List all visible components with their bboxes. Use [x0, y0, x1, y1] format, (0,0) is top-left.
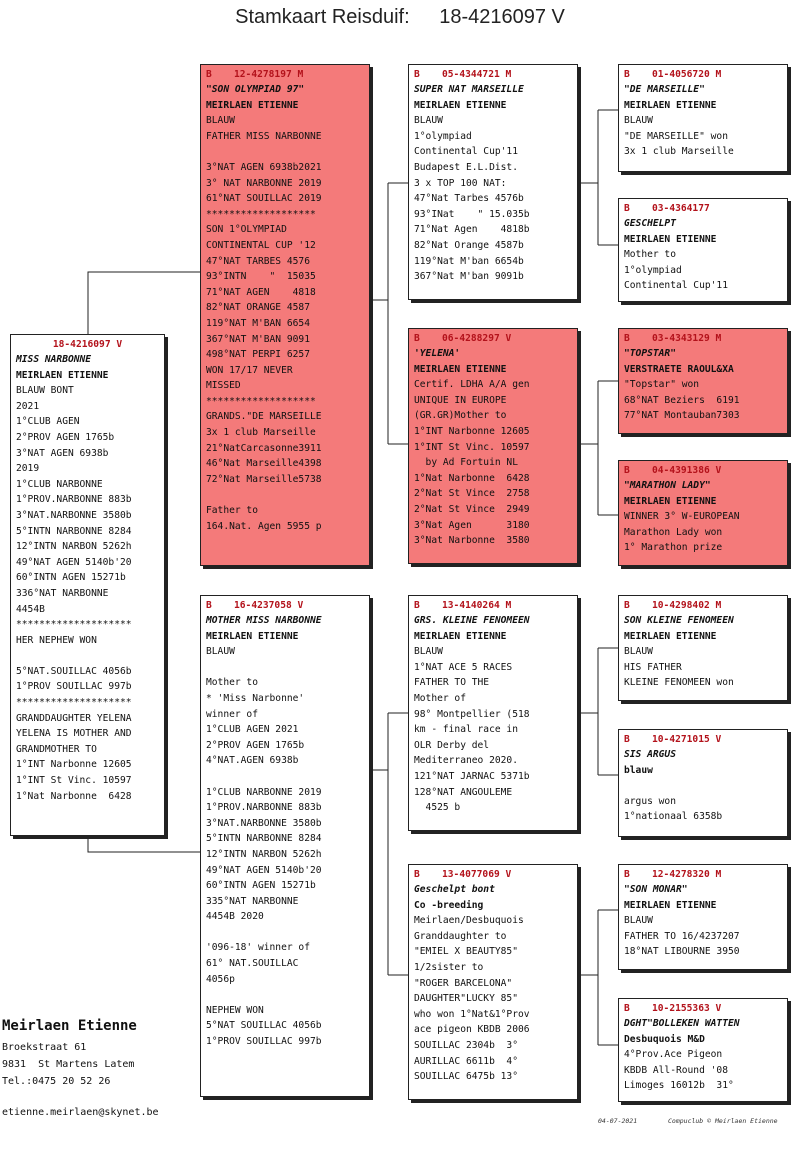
fmm-name: "MARATHON LADY" — [624, 480, 711, 491]
pedigree-line: ******************** — [16, 619, 132, 631]
breeder-city: 9831 St Martens Latem — [2, 1059, 135, 1070]
mfm-ring: 10-4271015 V — [652, 734, 722, 745]
pedigree-line: BLAUW BONT — [16, 385, 74, 397]
pedigree-line: Father to — [206, 505, 258, 517]
father-card — [200, 64, 370, 566]
pedigree-line: 49°NAT AGEN 5140b'20 — [206, 864, 322, 876]
pedigree-line: 93°INTN " 15035 — [206, 271, 316, 283]
fmf-name: "TOPSTAR" — [624, 348, 676, 359]
subject-owner: MEIRLAEN ETIENNE — [16, 369, 109, 381]
pedigree-line: argus won — [624, 795, 676, 807]
pedigree-line: "Topstar" won — [624, 379, 700, 391]
pedigree-line: BLAUW — [624, 646, 653, 658]
father-sex: B — [206, 69, 212, 80]
breeder-email: etienne.meirlaen@skynet.be — [2, 1107, 159, 1118]
ffm-ring: 03-4364177 — [652, 203, 710, 214]
pedigree-line: 128°NAT ANGOULEME — [414, 786, 513, 798]
pedigree-line: SOUILLAC 2304b 3° — [414, 1039, 518, 1051]
pedigree-line: 47°NAT TARBES 4576 — [206, 255, 310, 267]
pedigree-line: UNIQUE IN EUROPE — [414, 394, 507, 406]
pedigree-line — [206, 660, 364, 676]
mmf-lines — [624, 913, 782, 960]
fm-ring: 06-4288297 V — [442, 333, 512, 344]
pedigree-line — [624, 778, 782, 794]
mm-sex: B — [414, 869, 420, 880]
subject-card — [10, 334, 165, 836]
pedigree-line: 4454B — [16, 603, 45, 615]
ffm-sex: B — [624, 203, 630, 214]
breeder-street: Broekstraat 61 — [2, 1042, 87, 1053]
fm-owner: MEIRLAEN ETIENNE — [414, 363, 507, 375]
pedigree-line: MISSED — [206, 380, 241, 392]
mmf-name: "SON MONAR" — [624, 884, 688, 895]
mff-owner: MEIRLAEN ETIENNE — [624, 630, 717, 642]
pedigree-line: 71°Nat Agen 4818b — [414, 224, 530, 236]
pedigree-line: Limoges 16012b 31° — [624, 1080, 734, 1092]
mf-lines — [414, 644, 572, 816]
fmm-ring: 04-4391386 V — [652, 465, 722, 476]
pedigree-line: 2°Nat St Vince 2949 — [414, 503, 530, 515]
pedigree-line: 18°NAT LIBOURNE 3950 — [624, 946, 740, 958]
pedigree-line: HIS FATHER — [624, 661, 682, 673]
pedigree-line: 5°NAT SOUILLAC 4056b — [206, 1020, 322, 1032]
pedigree-line: 2°PROV AGEN 1765b — [206, 739, 305, 751]
pedigree-line: 3x 1 club Marseille — [206, 427, 316, 439]
pedigree-line: 1°INT Narbonne 12605 — [16, 759, 132, 771]
fmm-card — [618, 460, 788, 566]
fff-name: "DE MARSEILLE" — [624, 84, 705, 95]
fmf-owner: VERSTRAETE RAOUL&XA — [624, 363, 734, 375]
pedigree-line: km - final race in — [414, 724, 518, 736]
pedigree-line: KBDB All-Round '08 — [624, 1064, 728, 1076]
pedigree-line: 1°NAT ACE 5 RACES — [414, 661, 513, 673]
pedigree-line: GRANDDAUGHTER YELENA — [16, 712, 132, 724]
pedigree-line: 47°Nat Tarbes 4576b — [414, 193, 524, 205]
pedigree-line: 1°CLUB NARBONNE 2019 — [206, 786, 322, 798]
pedigree-line: Granddaughter to — [414, 930, 507, 942]
breeder-tel: Tel.:0475 20 52 26 — [2, 1076, 111, 1087]
pedigree-line: 1/2sister to — [414, 961, 484, 973]
pedigree-line: 12°INTN NARBON 5262h — [16, 541, 132, 553]
pedigree-line: 71°NAT AGEN 4818 — [206, 286, 316, 298]
pedigree-line: BLAUW — [624, 915, 653, 927]
pedigree-line: Mother to — [206, 677, 258, 689]
pedigree-line: Mother of — [414, 692, 466, 704]
pedigree-line: 3°Nat Narbonne 3580 — [414, 535, 530, 547]
ffm-owner: MEIRLAEN ETIENNE — [624, 233, 717, 245]
fff-lines — [624, 113, 782, 160]
pedigree-line: 1°INT St Vinc. 10597 — [16, 775, 132, 787]
pedigree-line: Mediterraneo 2020. — [414, 755, 518, 767]
pedigree-line: 3 x TOP 100 NAT: — [414, 177, 507, 189]
mf-card — [408, 595, 578, 831]
pedigree-line: Budapest E.L.Dist. — [414, 161, 518, 173]
pedigree-line: 2°Nat St Vince 2758 — [414, 488, 530, 500]
pedigree-line: 60°INTN AGEN 15271b — [206, 880, 316, 892]
pedigree-line: OLR Derby del — [414, 739, 490, 751]
pedigree-line: ******************* — [206, 395, 316, 407]
pedigree-line — [206, 925, 364, 941]
fff-card — [618, 64, 788, 172]
pedigree-line: FATHER TO THE — [414, 677, 490, 689]
pedigree-line: CONTINENTAL CUP '12 — [206, 239, 316, 251]
pedigree-line: FATHER TO 16/4237207 — [624, 930, 740, 942]
fmf-card — [618, 328, 788, 434]
pedigree-line: 1°Nat Narbonne 6428 — [414, 472, 530, 484]
pedigree-line: 3°NAT.NARBONNE 3580b — [16, 509, 132, 521]
fff-ring: 01-4056720 M — [652, 69, 722, 80]
pedigree-line: BLAUW — [206, 115, 235, 127]
breeder-info — [2, 1018, 159, 1121]
fm-card — [408, 328, 578, 564]
ff-sex: B — [414, 69, 420, 80]
fmm-owner: MEIRLAEN ETIENNE — [624, 495, 717, 507]
mfm-owner: blauw — [624, 764, 653, 776]
pedigree-line: "DE MARSEILLE" won — [624, 130, 728, 142]
pedigree-line: winner of — [206, 708, 258, 720]
mmf-ring: 12-4278320 M — [652, 869, 722, 880]
pedigree-line: 3°NAT.NARBONNE 3580b — [206, 817, 322, 829]
pedigree-line: Continental Cup'11 — [414, 146, 518, 158]
pedigree-line: 367°NAT M'BAN 9091 — [206, 333, 310, 345]
pedigree-line: 61° NAT.SOUILLAC — [206, 958, 299, 970]
mmm-ring: 10-2155363 V — [652, 1003, 722, 1014]
pedigree-line: BLAUW — [624, 115, 653, 127]
mother-card — [200, 595, 370, 1097]
pedigree-line: 4454B 2020 — [206, 911, 264, 923]
pedigree-line: 1°CLUB AGEN 2021 — [206, 724, 299, 736]
breeder-name: Meirlaen Etienne — [2, 1018, 137, 1034]
mm-ring: 13-4077069 V — [442, 869, 512, 880]
mother-name: MOTHER MISS NARBONNE — [206, 615, 322, 626]
pedigree-line: GRANDMOTHER TO — [16, 743, 97, 755]
mff-ring: 10-4298402 M — [652, 600, 722, 611]
fmf-lines — [624, 377, 782, 424]
pedigree-line — [206, 487, 364, 503]
pedigree-line: 49°NAT AGEN 5140b'20 — [16, 556, 132, 568]
pedigree-line: 82°Nat Orange 4587b — [414, 239, 524, 251]
pedigree-line: SON 1°OLYMPIAD — [206, 224, 287, 236]
father-lines — [206, 113, 364, 534]
pedigree-line: 3°NAT AGEN 6938b — [16, 447, 109, 459]
mmm-lines — [624, 1047, 782, 1094]
pedigree-line: 336°NAT NARBONNE — [16, 587, 109, 599]
pedigree-line: 1°PROV.NARBONNE 883b — [16, 494, 132, 506]
pedigree-line: 72°Nat Marseille5738 — [206, 473, 322, 485]
subject-ring: 18-4216097 V — [52, 339, 123, 350]
title-label: Stamkaart Reisduif: — [235, 6, 410, 28]
pedigree-line: BLAUW — [414, 646, 443, 658]
fff-sex: B — [624, 69, 630, 80]
pedigree-line: 46°Nat Marseille4398 — [206, 458, 322, 470]
pedigree-line: YELENA IS MOTHER AND — [16, 728, 132, 740]
subject-name: MISS NARBONNE — [16, 354, 92, 365]
mf-ring: 13-4140264 M — [442, 600, 512, 611]
mother-lines — [206, 644, 364, 1049]
pedigree-line: 1°PROV.NARBONNE 883b — [206, 802, 322, 814]
pedigree-line: (GR.GR)Mother to — [414, 410, 507, 422]
mfm-name: SIS ARGUS — [624, 749, 676, 760]
mfm-card — [618, 729, 788, 837]
pedigree-line: 4°NAT.AGEN 6938b — [206, 755, 299, 767]
pedigree-line: 1°PROV SOUILLAC 997b — [206, 1036, 322, 1048]
mmf-sex: B — [624, 869, 630, 880]
mfm-sex: B — [624, 734, 630, 745]
pedigree-line: 5°INTN NARBONNE 8284 — [16, 525, 132, 537]
fff-owner: MEIRLAEN ETIENNE — [624, 99, 717, 111]
mm-lines — [414, 913, 572, 1085]
ffm-name: GESCHELPT — [624, 218, 676, 229]
pedigree-line — [206, 144, 364, 160]
pedigree-line: 4°Prov.Ace Pigeon — [624, 1049, 723, 1061]
mf-name: GRS. KLEINE FENOMEEN — [414, 615, 530, 626]
ff-card — [408, 64, 578, 300]
pedigree-line: 1° Marathon prize — [624, 542, 723, 554]
pedigree-line: NEPHEW WON — [206, 1004, 264, 1016]
mfm-lines — [624, 778, 782, 825]
pedigree-line — [206, 987, 364, 1003]
mm-name: Geschelpt bont — [414, 884, 495, 895]
mm-card — [408, 864, 578, 1100]
pedigree-line: 1°PROV SOUILLAC 997b — [16, 681, 132, 693]
fmm-sex: B — [624, 465, 630, 476]
mmm-card — [618, 998, 788, 1102]
pedigree-line: 4056p — [206, 973, 235, 985]
mother-owner: MEIRLAEN ETIENNE — [206, 630, 299, 642]
pedigree-line: AURILLAC 6611b 4° — [414, 1055, 518, 1067]
pedigree-line: BLAUW — [206, 646, 235, 658]
pedigree-line: BLAUW — [414, 115, 443, 127]
pedigree-line: 367°Nat M'ban 9091b — [414, 271, 524, 283]
pedigree-line: 3° NAT NARBONNE 2019 — [206, 177, 322, 189]
pedigree-line: 2°PROV AGEN 1765b — [16, 431, 115, 443]
pedigree-line: 4525 b — [414, 802, 461, 814]
ff-ring: 05-4344721 M — [442, 69, 512, 80]
pedigree-line: 93°INat " 15.035b — [414, 208, 530, 220]
fmf-sex: B — [624, 333, 630, 344]
ffm-lines — [624, 247, 782, 294]
subject-lines — [16, 383, 159, 804]
pedigree-line: 3°NAT AGEN 6938b2021 — [206, 161, 322, 173]
pedigree-line: "EMIEL X BEAUTY85" — [414, 946, 518, 958]
mf-owner: MEIRLAEN ETIENNE — [414, 630, 507, 642]
pedigree-line: by Ad Fortuin NL — [414, 457, 518, 469]
fm-name: 'YELENA' — [414, 348, 461, 359]
pedigree-line: 77°NAT Montauban7303 — [624, 410, 740, 422]
pedigree-line: 1°nationaal 6358b — [624, 811, 723, 823]
pedigree-line: 1°Nat Narbonne 6428 — [16, 790, 132, 802]
mmf-card — [618, 864, 788, 970]
footer-credit: Compuclub © Meirlaen Etienne — [668, 1117, 778, 1125]
pedigree-line: 5°INTN NARBONNE 8284 — [206, 833, 322, 845]
mf-sex: B — [414, 600, 420, 611]
pedigree-line: 335°NAT NARBONNE — [206, 895, 299, 907]
pedigree-line: 1°INT St Vinc. 10597 — [414, 441, 530, 453]
pedigree-line: 12°INTN NARBON 5262h — [206, 848, 322, 860]
pedigree-line: WON 17/17 NEVER — [206, 364, 293, 376]
pedigree-line: 21°NatCarcasonne3911 — [206, 442, 322, 454]
mmf-owner: MEIRLAEN ETIENNE — [624, 899, 717, 911]
pedigree-line: 60°INTN AGEN 15271b — [16, 572, 126, 584]
father-owner: MEIRLAEN ETIENNE — [206, 99, 299, 111]
mff-sex: B — [624, 600, 630, 611]
pedigree-line: Mother to — [624, 249, 676, 261]
title-ring: 18-4216097 V — [439, 6, 565, 28]
pedigree-line: 3x 1 club Marseille — [624, 146, 734, 158]
pedigree-line: HER NEPHEW WON — [16, 634, 97, 646]
pedigree-line: 121°NAT JARNAC 5371b — [414, 770, 530, 782]
mff-lines — [624, 644, 782, 691]
pedigree-line: FATHER MISS NARBONNE — [206, 130, 322, 142]
pedigree-line — [16, 648, 159, 664]
pedigree-line: Marathon Lady won — [624, 526, 723, 538]
pedigree-line: KLEINE FENOMEEN won — [624, 677, 734, 689]
pedigree-line: 119°Nat M'ban 6654b — [414, 255, 524, 267]
pedigree-line: 1°INT Narbonne 12605 — [414, 425, 530, 437]
ff-name: SUPER NAT MARSEILLE — [414, 84, 524, 95]
fm-sex: B — [414, 333, 420, 344]
pedigree-line: Meirlaen/Desbuquois — [414, 915, 524, 927]
pedigree-line: "ROGER BARCELONA" — [414, 977, 513, 989]
mm-owner: Co -breeding — [414, 899, 484, 911]
pedigree-line: 1°CLUB NARBONNE — [16, 478, 103, 490]
pedigree-line: ace pigeon KBDB 2006 — [414, 1024, 530, 1036]
pedigree-line: 2021 — [16, 400, 40, 412]
mother-ring: 16-4237058 V — [234, 600, 304, 611]
mmm-name: DGHT"BOLLEKEN WATTEN — [624, 1018, 740, 1029]
pedigree-line: 82°NAT ORANGE 4587 — [206, 302, 310, 314]
mff-card — [618, 595, 788, 701]
pedigree-line: who won 1°Nat&1°Prov — [414, 1008, 530, 1020]
pedigree-line: SOUILLAC 6475b 13° — [414, 1071, 518, 1083]
pedigree-line: * 'Miss Narbonne' — [206, 692, 305, 704]
mmm-owner: Desbuquois M&D — [624, 1033, 705, 1045]
pedigree-line: ******************** — [16, 697, 132, 709]
pedigree-line: 68°NAT Beziers 6191 — [624, 394, 740, 406]
pedigree-line: 3°Nat Agen 3180 — [414, 519, 530, 531]
pedigree-line: 119°NAT M'BAN 6654 — [206, 317, 310, 329]
fmf-ring: 03-4343129 M — [652, 333, 722, 344]
pedigree-line: 61°NAT SOUILLAC 2019 — [206, 193, 322, 205]
pedigree-line: 164.Nat. Agen 5955 p — [206, 520, 322, 532]
ff-owner: MEIRLAEN ETIENNE — [414, 99, 507, 111]
pedigree-line: 1°CLUB AGEN — [16, 416, 80, 428]
mmm-sex: B — [624, 1003, 630, 1014]
fm-lines — [414, 377, 572, 549]
fmm-lines — [624, 509, 782, 556]
ff-lines — [414, 113, 572, 285]
pedigree-line: Certif. LDHA A/A gen — [414, 379, 530, 391]
pedigree-line: '096-18' winner of — [206, 942, 310, 954]
footer-date: 04-07-2021 — [598, 1117, 638, 1125]
pedigree-line: 1°olympiad — [414, 130, 472, 142]
pedigree-line: 498°NAT PERPI 6257 — [206, 349, 310, 361]
mff-name: SON KLEINE FENOMEEN — [624, 615, 734, 626]
ffm-card — [618, 198, 788, 302]
father-ring: 12-4278197 M — [234, 69, 304, 80]
pedigree-line: 5°NAT.SOUILLAC 4056b — [16, 665, 132, 677]
pedigree-line: GRANDS."DE MARSEILLE — [206, 411, 322, 423]
pedigree-line: 1°olympiad — [624, 264, 682, 276]
pedigree-line: Continental Cup'11 — [624, 280, 728, 292]
pedigree-line: 2019 — [16, 463, 40, 475]
mother-sex: B — [206, 600, 212, 611]
pedigree-line: WINNER 3° W-EUROPEAN — [624, 511, 740, 523]
father-name: "SON OLYMPIAD 97" — [206, 84, 305, 95]
pedigree-line: 98° Montpellier (518 — [414, 708, 530, 720]
pedigree-line: ******************* — [206, 208, 316, 220]
pedigree-line: DAUGHTER"LUCKY 85" — [414, 993, 518, 1005]
pedigree-line — [206, 769, 364, 785]
